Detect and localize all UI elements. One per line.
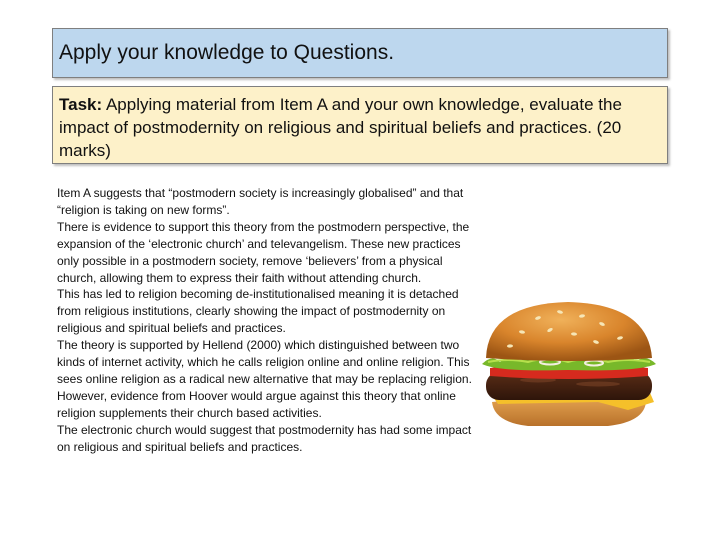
task-text: Applying material from Item A and your own knowledge, evaluate the impact of postmodernity on religious and spiritual beliefs and practices. (20 marks) — [59, 95, 622, 160]
paragraph: The electronic church would suggest that postmodernity has had some impact on religious and spiritual beliefs and practices. — [57, 422, 472, 454]
paragraph: This has led to religion becoming de-institutionalised meaning it is detached from religious institutions, clearly showing the impact of postmodernity on religious and spiritual beliefs and practices. — [57, 287, 459, 336]
task-box — [52, 86, 668, 164]
title-box — [52, 28, 668, 78]
task-label: Task: — [59, 95, 103, 114]
paragraph: Item A suggests that “postmodern society is increasingly globalised” and that “religion is taking on new forms”. — [57, 186, 464, 217]
body-text — [57, 185, 475, 456]
paragraph: There is evidence to support this theory from the postmodern perspective, the expansion of the ‘electronic church’ and televangelism. These new practices only possible in a postmodern society, remove ‘believers’ from a physical church, allowing them to express their faith without attending church. — [57, 219, 470, 285]
slide-title: Apply your knowledge to Questions. — [59, 41, 395, 64]
paragraph: The theory is supported by Hellend (2000) which distinguished between two kinds of internet activity, which he calls religion online and online religion. This sees online religion as a radical new alternative that may be replacing religion. — [57, 338, 472, 386]
hamburger-image — [478, 298, 658, 430]
paragraph: However, evidence from Hoover would argue against this theory that online religion supplements their church based activities. — [57, 388, 456, 420]
